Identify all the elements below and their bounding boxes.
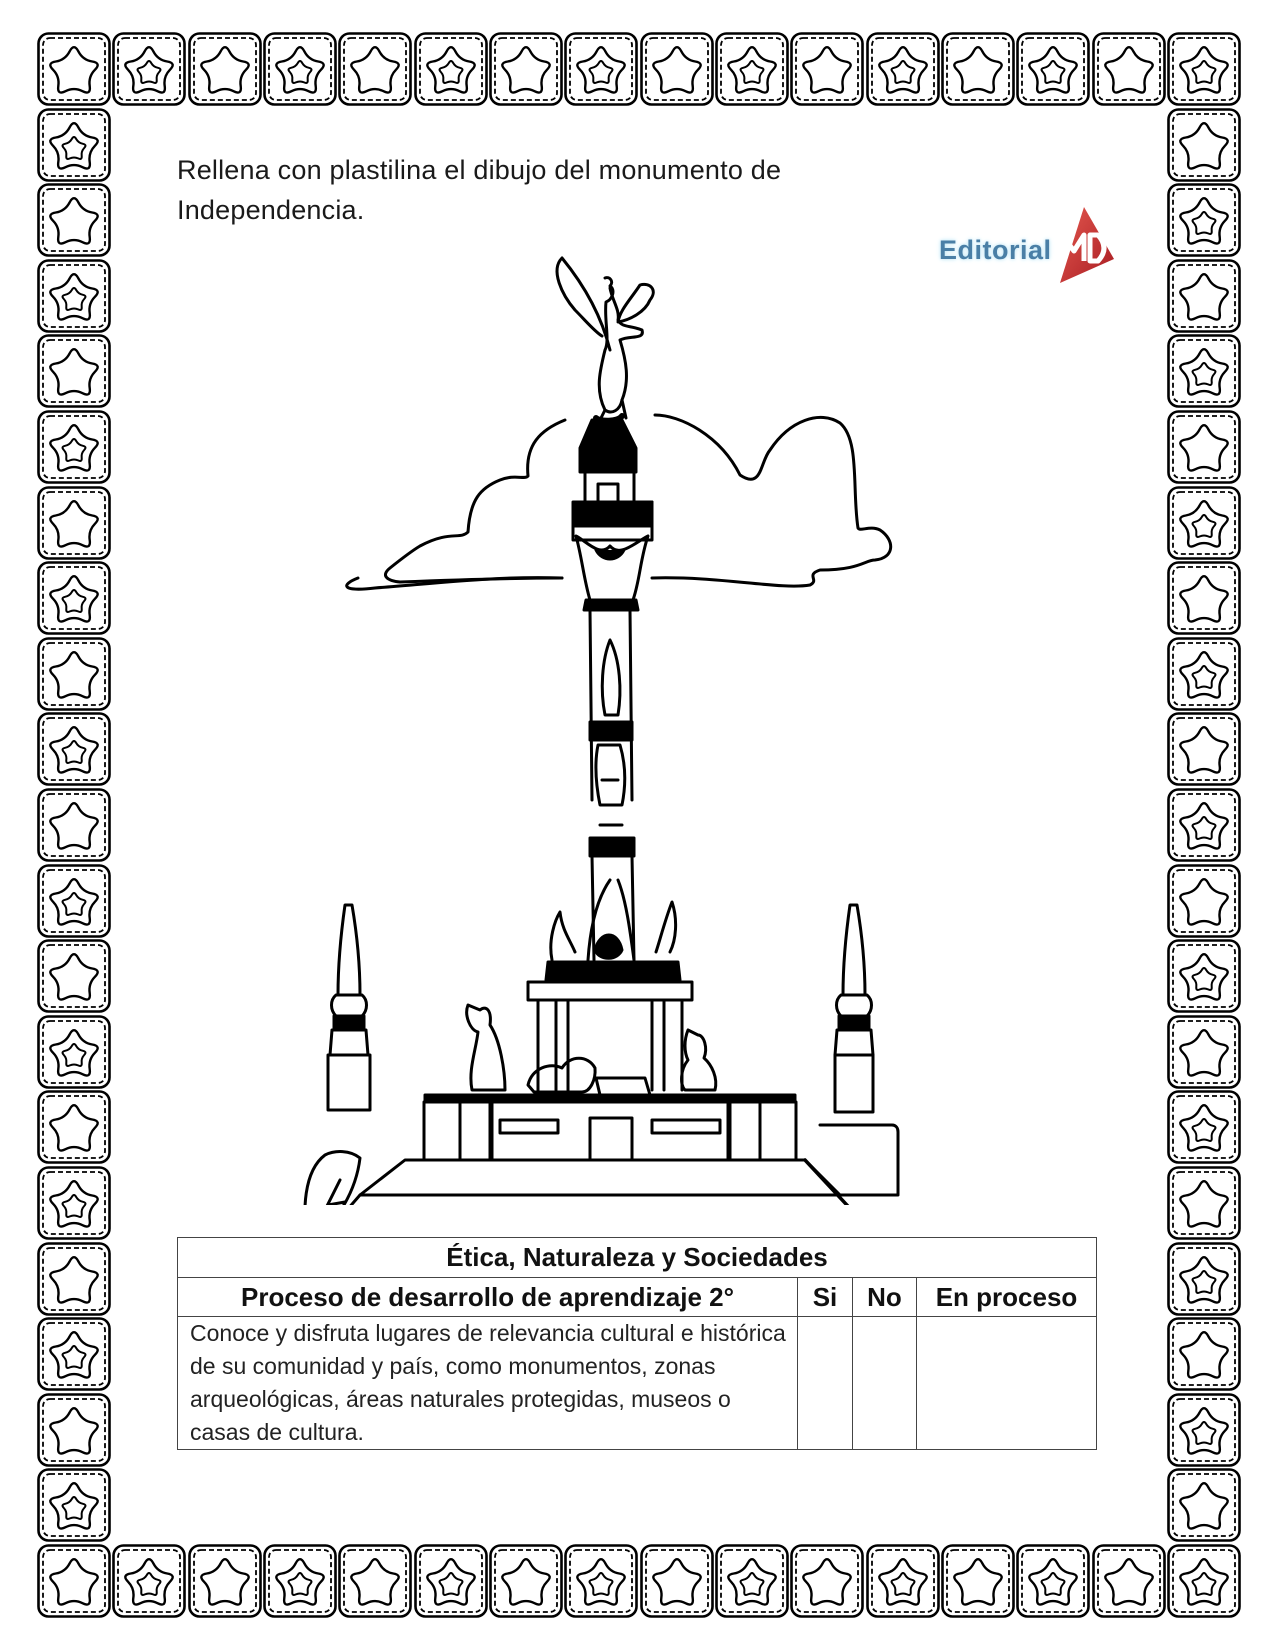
star-icon [37,334,111,408]
border-tile-right [1167,788,1241,862]
border-tile-right [1167,1090,1241,1164]
border-tile-right [1167,108,1241,182]
star-icon [37,32,111,106]
border-tile-right [1167,183,1241,257]
star-icon [188,1544,262,1618]
angel-statue [557,258,653,421]
border-tile-right [1167,410,1241,484]
star-icon [1167,410,1241,484]
double-star-icon [1167,1242,1241,1316]
border-tile-top [941,32,1015,106]
star-icon [941,32,1015,106]
double-star-icon [263,1544,337,1618]
border-tile-left [37,561,111,635]
star-icon [1167,1468,1241,1542]
star-icon [1167,1015,1241,1089]
border-tile-bottom [790,1544,864,1618]
border-tile-bottom [715,1544,789,1618]
double-star-icon [37,712,111,786]
double-star-icon [37,1015,111,1089]
star-icon [37,183,111,257]
double-star-icon [263,32,337,106]
star-icon [338,32,412,106]
border-tile-top [1016,32,1090,106]
border-tile-bottom [188,1544,262,1618]
header-learning-process: Proceso de desarrollo de aprendizaje 2° [178,1278,798,1317]
double-star-icon [37,259,111,333]
double-star-icon [1016,1544,1090,1618]
border-tile-right [1167,939,1241,1013]
star-icon [489,1544,563,1618]
double-star-icon [564,32,638,106]
border-tile-left [37,486,111,560]
border-tile-top [414,32,488,106]
border-tile-right [1167,486,1241,560]
double-star-icon [37,108,111,182]
star-icon [188,32,262,106]
star-icon [640,32,714,106]
star-icon [1167,108,1241,182]
column-capital [573,420,652,610]
border-tile-left [37,788,111,862]
double-star-icon [1167,486,1241,560]
md-triangle-icon [1054,205,1116,285]
border-tile-right [1167,1242,1241,1316]
star-icon [37,939,111,1013]
double-star-icon [1167,32,1241,106]
border-tile-top [640,32,714,106]
border-tile-top [1092,32,1166,106]
star-icon [790,1544,864,1618]
double-star-icon [1167,788,1241,862]
editorial-md-logo [936,205,1116,285]
border-tile-right [1167,1468,1241,1542]
table-header-row [178,1278,1097,1317]
border-tile-top [338,32,412,106]
independence-monument-drawing [300,240,940,1205]
border-tile-right [1167,1166,1241,1240]
double-star-icon [715,32,789,106]
border-tile-top [715,32,789,106]
star-icon [1167,1317,1241,1391]
border-tile-top [263,32,337,106]
border-tile-bottom [866,1544,940,1618]
logo-text: Editorial [939,235,1052,265]
border-tile-left [37,334,111,408]
border-tile-bottom [112,1544,186,1618]
double-star-icon [414,32,488,106]
star-icon [1167,1166,1241,1240]
base-block [424,1095,796,1160]
border-tile-right [1167,1393,1241,1467]
star-icon [790,32,864,106]
header-en-proceso: En proceso [917,1278,1097,1317]
border-tile-top [1167,32,1241,106]
border-tile-right [1167,712,1241,786]
star-icon [37,1242,111,1316]
double-star-icon [37,864,111,938]
border-tile-right [1167,637,1241,711]
border-tile-bottom [1167,1544,1241,1618]
border-tile-left [37,1090,111,1164]
star-icon [1167,259,1241,333]
border-tile-bottom [263,1544,337,1618]
double-star-icon [37,410,111,484]
star-icon [941,1544,1015,1618]
instruction-text: Rellena con plastilina el dibujo del monumento de Independencia. [177,155,782,225]
border-tile-bottom [338,1544,412,1618]
border-tile-left [37,1393,111,1467]
double-star-icon [112,32,186,106]
star-icon [37,1544,111,1618]
border-tile-left [37,712,111,786]
double-star-icon [112,1544,186,1618]
double-star-icon [564,1544,638,1618]
double-star-icon [715,1544,789,1618]
border-tile-top [112,32,186,106]
star-icon [1092,32,1166,106]
border-tile-top [37,32,111,106]
double-star-icon [866,1544,940,1618]
border-tile-left [37,637,111,711]
column-shaft [588,610,634,960]
cell-no[interactable] [853,1317,917,1450]
border-tile-left [37,1468,111,1542]
star-icon [37,486,111,560]
border-tile-left [37,864,111,938]
double-star-icon [1167,1544,1241,1618]
border-tile-bottom [640,1544,714,1618]
border-tile-bottom [941,1544,1015,1618]
border-tile-left [37,1166,111,1240]
right-obelisk [820,905,898,1195]
border-tile-top [188,32,262,106]
star-icon [338,1544,412,1618]
border-tile-left [37,108,111,182]
double-star-icon [866,32,940,106]
border-tile-top [564,32,638,106]
border-tile-right [1167,259,1241,333]
stairs [320,1160,900,1205]
star-icon [37,1090,111,1164]
double-star-icon [1167,1090,1241,1164]
left-obelisk [328,905,370,1110]
header-si: Si [798,1278,853,1317]
cell-en-proceso[interactable] [917,1317,1097,1450]
star-icon [489,32,563,106]
evaluation-table [177,1237,1097,1450]
header-no: No [853,1278,917,1317]
border-tile-left [37,1317,111,1391]
double-star-icon [1167,1393,1241,1467]
border-tile-top [489,32,563,106]
double-star-icon [37,1166,111,1240]
border-tile-left [37,410,111,484]
star-icon [37,788,111,862]
border-tile-right [1167,864,1241,938]
table-row [178,1317,1097,1450]
border-tile-top [790,32,864,106]
border-tile-bottom [37,1544,111,1618]
double-star-icon [37,1468,111,1542]
border-tile-top [866,32,940,106]
double-star-icon [37,561,111,635]
border-tile-right [1167,1317,1241,1391]
border-tile-left [37,1015,111,1089]
double-star-icon [1167,637,1241,711]
border-tile-left [37,183,111,257]
border-tile-right [1167,334,1241,408]
table-title: Ética, Naturaleza y Sociedades [178,1238,1097,1278]
double-star-icon [1167,334,1241,408]
star-icon [37,637,111,711]
double-star-icon [37,1317,111,1391]
star-icon [1167,561,1241,635]
star-icon [37,1393,111,1467]
double-star-icon [1016,32,1090,106]
monument-illustration [300,240,940,1205]
border-tile-bottom [414,1544,488,1618]
border-tile-right [1167,1015,1241,1089]
border-tile-bottom [489,1544,563,1618]
border-tile-left [37,939,111,1013]
border-tile-left [37,259,111,333]
cell-si[interactable] [798,1317,853,1450]
star-icon [1167,712,1241,786]
learning-description: Conoce y disfruta lugares de relevancia cultural e histórica de su comunidad y país, como monumentos, zonas arqueológicas, áreas naturales protegidas, museos o casas de cultura. [178,1317,798,1450]
border-tile-bottom [564,1544,638,1618]
border-tile-bottom [1016,1544,1090,1618]
star-icon [1167,864,1241,938]
star-icon [1092,1544,1166,1618]
star-icon [640,1544,714,1618]
double-star-icon [414,1544,488,1618]
border-tile-bottom [1092,1544,1166,1618]
border-tile-left [37,1242,111,1316]
border-tile-right [1167,561,1241,635]
double-star-icon [1167,939,1241,1013]
double-star-icon [1167,183,1241,257]
